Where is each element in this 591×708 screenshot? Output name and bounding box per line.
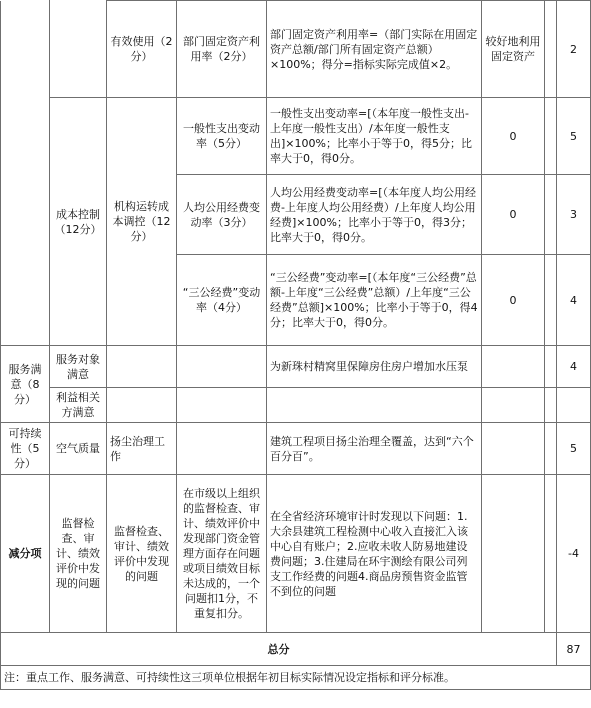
level2-indicator-cell (50, 1, 107, 98)
narrow-cell (545, 1, 557, 98)
level2-indicator-cell: 空气质量 (50, 423, 107, 475)
score-cell: 3 (557, 175, 591, 255)
indicator-name-cell (177, 388, 267, 423)
indicator-name-cell: 部门固定资产利用率（2分） (177, 1, 267, 98)
total-label: 总分 (1, 633, 557, 666)
level1-indicator-cell (1, 1, 50, 346)
table-row (1, 98, 591, 175)
total-score: 87 (557, 633, 591, 666)
scoring-standard-cell (267, 388, 482, 423)
table-row (1, 388, 591, 423)
indicator-name-cell: 在市级以上组织的监督检查、审计、绩效评价中发现部门资金管理方面存在问题或项目绩效目标未达成的，一个问题扣1分，不重复扣分。 (177, 475, 267, 633)
completion-cell: 较好地利用固定资产 (482, 1, 545, 98)
level3-indicator-cell: 有效使用（2分） (107, 1, 177, 98)
completion-cell (482, 423, 545, 475)
score-cell: 4 (557, 255, 591, 346)
score-cell: 5 (557, 98, 591, 175)
score-cell: -4 (557, 475, 591, 633)
score-cell (557, 388, 591, 423)
completion-cell: 0 (482, 98, 545, 175)
scoring-standard-cell: 人均公用经费变动率=[（本年度人均公用经费-上年度人均公用经费）/上年度人均公用经费]×100%；比率小于等于0，得3分；比率大于0，得0分。 (267, 175, 482, 255)
table-row (1, 1, 591, 98)
score-cell: 4 (557, 346, 591, 388)
indicator-name-cell: 一般性支出变动率（5分） (177, 98, 267, 175)
completion-cell: 0 (482, 175, 545, 255)
scoring-standard-cell: 为新珠村精窝里保障房住房户增加水压泵 (267, 346, 482, 388)
narrow-cell (545, 388, 557, 423)
table-row (1, 423, 591, 475)
level2-indicator-cell: 监督检查、审计、绩效评价中发现的问题 (50, 475, 107, 633)
level1-indicator-cell: 服务满意（8分） (1, 346, 50, 423)
completion-cell (482, 346, 545, 388)
note-row (1, 666, 591, 690)
narrow-cell (545, 175, 557, 255)
score-cell: 5 (557, 423, 591, 475)
scoring-standard-cell: 部门固定资产利用率=（部门实际在用固定资产总额/部门所有固定资产总额）×100%；得分=指标实际完成值×2。 (267, 1, 482, 98)
indicator-name-cell: 人均公用经费变动率（3分） (177, 175, 267, 255)
table-row (1, 346, 591, 388)
total-row (1, 633, 591, 666)
scoring-standard-cell: 建筑工程项目扬尘治理全覆盖，达到“六个百分百”。 (267, 423, 482, 475)
level2-indicator-cell: 服务对象满意 (50, 346, 107, 388)
level2-indicator-cell: 利益相关方满意 (50, 388, 107, 423)
scoring-standard-cell: 一般性支出变动率=[（本年度一般性支出-上年度一般性支出）/本年度一般性支出]×100%；比率小于等于0，得5分；比率大于0，得0分。 (267, 98, 482, 175)
level3-indicator-cell (107, 388, 177, 423)
level3-indicator-cell (107, 346, 177, 388)
narrow-cell (545, 255, 557, 346)
level2-indicator-cell: 成本控制（12分） (50, 98, 107, 346)
scoring-standard-cell: 在全省经济环境审计时发现以下问题：1.大余县建筑工程检测中心收入直接汇入该中心自有账户；2.应收未收人防易地建设费问题；3.住建局在环宇测绘有限公司列支工作经费的问题4.商品房预售资金监管不到位的问题 (267, 475, 482, 633)
narrow-cell (545, 98, 557, 175)
indicator-name-cell: “三公经费”变动率（4分） (177, 255, 267, 346)
level3-indicator-cell: 机构运转成本调控（12分） (107, 98, 177, 346)
indicator-name-cell (177, 423, 267, 475)
completion-cell (482, 388, 545, 423)
completion-cell: 0 (482, 255, 545, 346)
level3-indicator-cell: 监督检查、审计、绩效评价中发现的问题 (107, 475, 177, 633)
scoring-standard-cell: “三公经费”变动率=[（本年度“三公经费”总额-上年度“三公经费”总额）/上年度“三公经费”总额]×100%；比率小于等于0，得4分；比率大于0，得0分。 (267, 255, 482, 346)
completion-cell (482, 475, 545, 633)
score-cell: 2 (557, 1, 591, 98)
narrow-cell (545, 475, 557, 633)
level1-indicator-cell: 减分项 (1, 475, 50, 633)
table-row (1, 475, 591, 633)
narrow-cell (545, 423, 557, 475)
indicator-name-cell (177, 346, 267, 388)
footnote: 注：重点工作、服务满意、可持续性这三项单位根据年初目标实际情况设定指标和评分标准。 (1, 666, 591, 690)
narrow-cell (545, 346, 557, 388)
level3-indicator-cell: 扬尘治理工作 (107, 423, 177, 475)
level1-indicator-cell: 可持续性（5分） (1, 423, 50, 475)
